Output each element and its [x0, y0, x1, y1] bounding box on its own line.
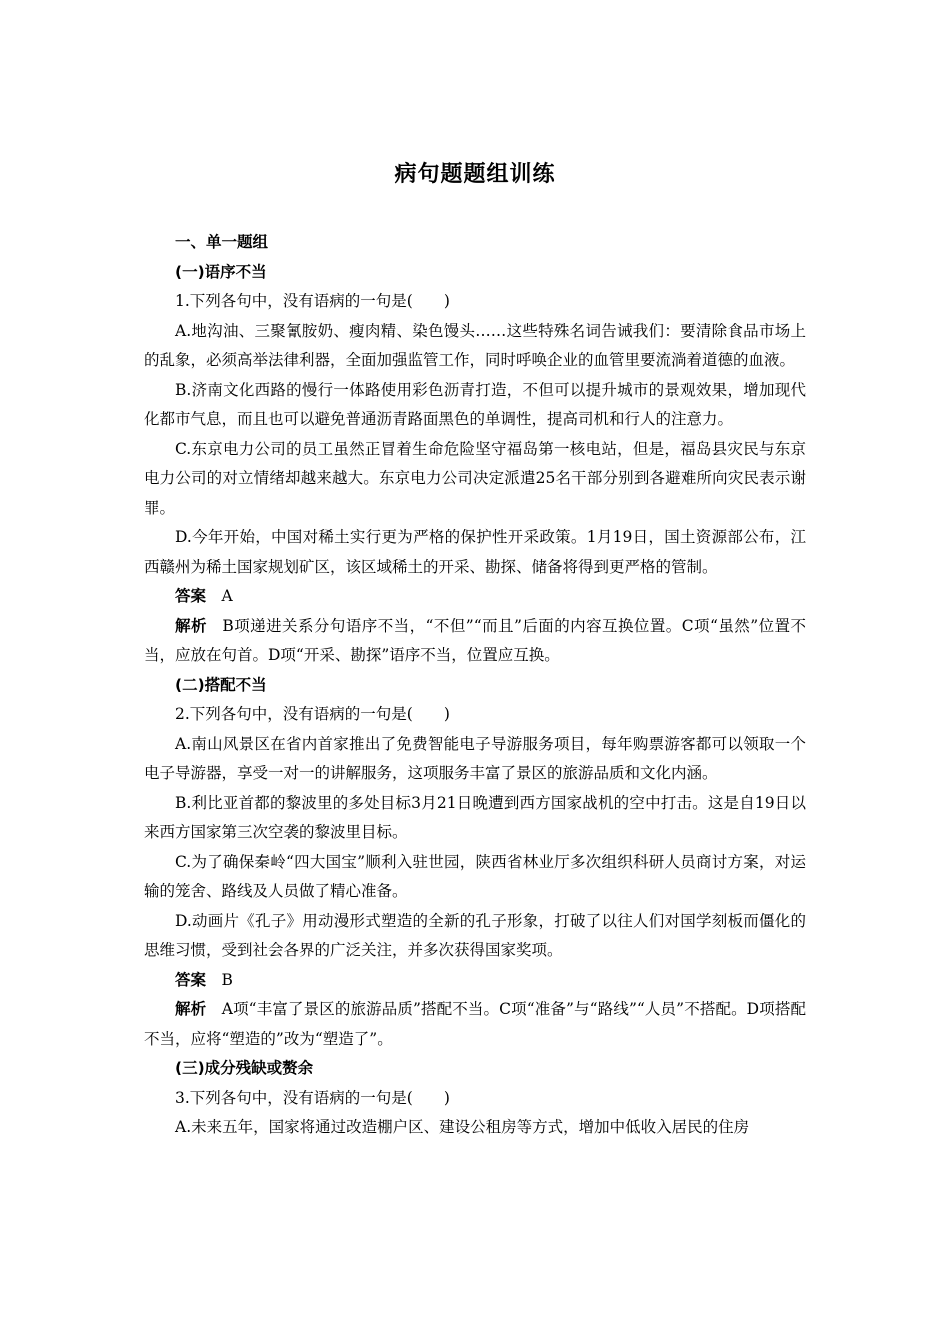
q1-option-b: B.济南文化西路的慢行一体路使用彩色沥青打造，不但可以提升城市的景观效果，增加现代化都市气息，而且也可以避免普通沥青路面黑色的单调性，提高司机和行人的注意力。 [144, 380, 806, 428]
q1-answer-line [144, 582, 806, 612]
question-3: 3.下列各句中，没有语病的一句是( ) [175, 1088, 450, 1107]
subsection-heading-3: (三)成分残缺或赘余 [175, 1059, 314, 1077]
subsection-heading-1: (一)语序不当 [175, 262, 267, 281]
question-2: 2.下列各句中，没有语病的一句是( ) [175, 705, 450, 723]
analysis-label: 解析 [175, 1000, 207, 1018]
subsection-heading-2: (二)搭配不当 [175, 675, 267, 694]
q1-analysis-line [144, 612, 806, 671]
answer-label: 答案 [175, 970, 207, 989]
section-heading: 一、单一题组 [175, 233, 269, 251]
q2-analysis-line [144, 995, 806, 1054]
analysis-label: 解析 [175, 616, 207, 635]
q2-answer-line [144, 966, 806, 996]
answer-label: 答案 [175, 587, 207, 605]
q2-option-c: C.为了确保秦岭“四大国宝”顺利入驻世园，陕西省林业厅多次组织科研人员商讨方案，对运输的笼舍、路线及人员做了精心准备。 [144, 852, 806, 900]
analysis-text: A项“丰富了景区的旅游品质”搭配不当。C项“准备”与“路线”“人员”不搭配。D项搭配不当，应将“塑造的”改为“塑造了”。 [144, 1000, 806, 1048]
q1-option-a: A.地沟油、三聚氰胺奶、瘦肉精、染色馒头……这些特殊名词告诫我们：要清除食品市场上的乱象，必须高举法律利器，全面加强监管工作，同时呼唤企业的血管里要流淌着道德的血液。 [144, 321, 806, 369]
answer-value: B [221, 970, 233, 989]
question-1: 1.下列各句中，没有语病的一句是( ) [175, 292, 450, 310]
q1-option-c: C.东京电力公司的员工虽然正冒着生命危险坚守福岛第一核电站，但是，福岛县灾民与东京电力公司的对立情绪却越来越大。东京电力公司决定派遣25名干部分别到各避难所向灾民表示谢罪。 [144, 439, 806, 517]
q3-option-a: A.未来五年，国家将通过改造棚户区、建设公租房等方式，增加中低收入居民的住房 [175, 1118, 750, 1136]
page-title: 病句题题组训练 [394, 162, 556, 187]
q2-option-a: A.南山风景区在省内首家推出了免费智能电子导游服务项目，每年购票游客都可以领取一个电子导游器，享受一对一的讲解服务，这项服务丰富了景区的旅游品质和文化内涵。 [144, 734, 806, 782]
answer-value: A [221, 587, 233, 605]
analysis-text: B项递进关系分句语序不当，“不但”“而且”后面的内容互换位置。C项“虽然”位置不当，应放在句首。D项“开采、勘探”语序不当，位置应互换。 [144, 616, 806, 664]
q1-option-d: D.今年开始，中国对稀土实行更为严格的保护性开采政策。1月19日，国土资源部公布，江西赣州为稀土国家规划矿区，该区域稀土的开采、勘探、储备将得到更严格的管制。 [144, 528, 806, 576]
document-body [144, 228, 806, 1143]
q2-option-b: B.利比亚首都的黎波里的多处目标3月21日晚遭到西方国家战机的空中打击。这是自19日以来西方国家第三次空袭的黎波里目标。 [144, 793, 806, 841]
q2-option-d: D.动画片《孔子》用动漫形式塑造的全新的孔子形象，打破了以往人们对国学刻板而僵化的思维习惯，受到社会各界的广泛关注，并多次获得国家奖项。 [144, 911, 806, 959]
